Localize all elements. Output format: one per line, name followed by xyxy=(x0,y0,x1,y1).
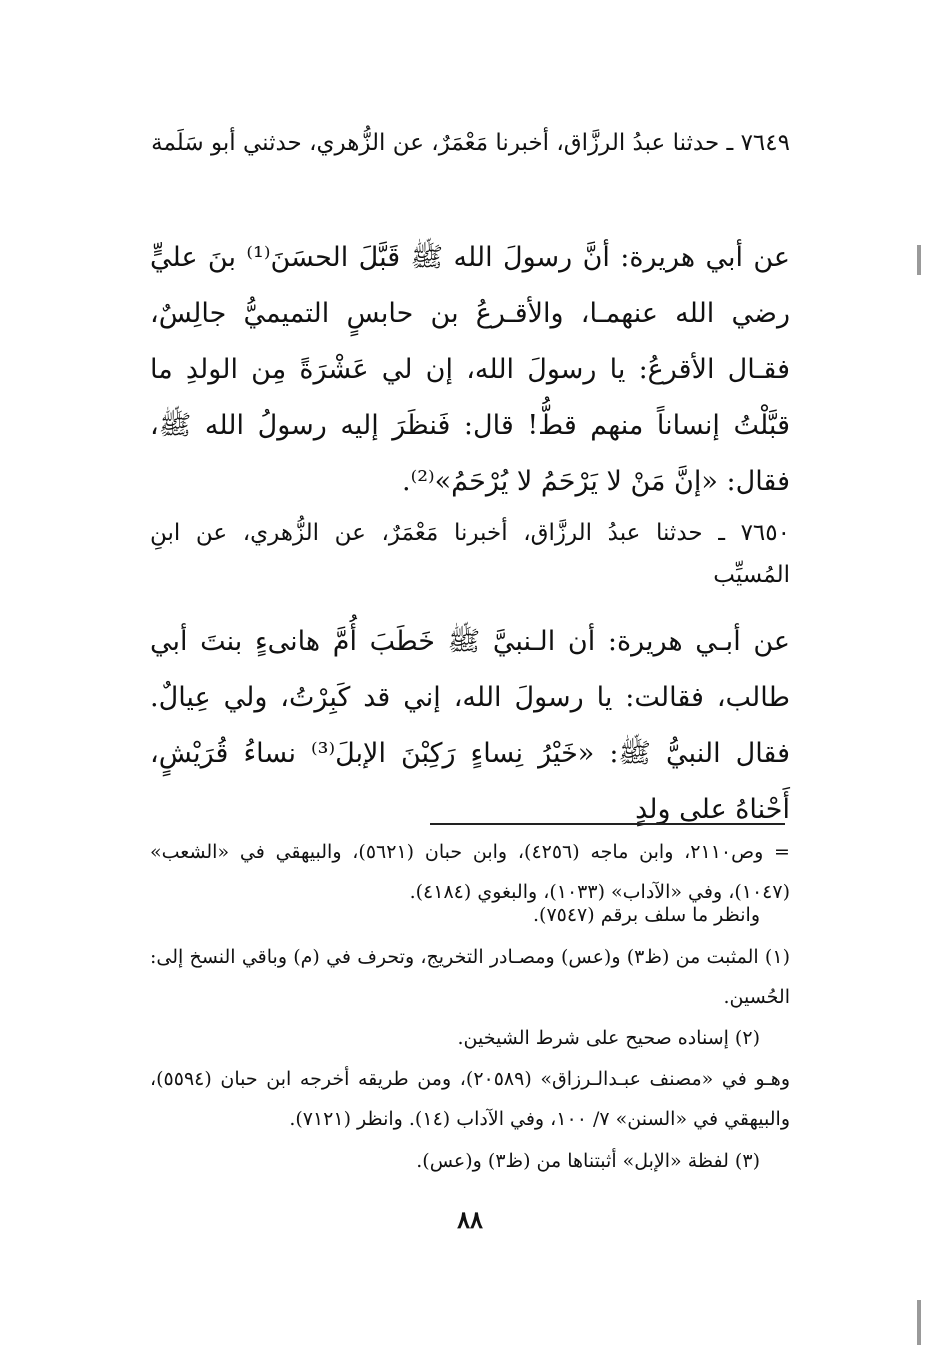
footnote-2: (٢) إسناده صحيح على شرط الشيخين. xyxy=(457,1027,760,1049)
hadith-7649-matn: عن أبي هريرة: أنَّ رسولَ الله ﷺ قَبَّلَ الحسَنَ⁽¹⁾ بنَ عليٍّ رضي الله عنهمـا، والأقـرعُ بن حابسٍ التميميُّ جالِسٌ، فقـال الأقرعُ: يا رسولَ الله، إن لي عَشْرَةً مِن الولدِ ما قبَّلْتُ إنساناً منهم قطُّ! قال: فَنظَرَ إليه رسولُ الله ﷺ، فقال: «إنَّ مَنْ لا يَرْحَمُ لا يُرْحَمُ»⁽²⁾. xyxy=(150,242,790,497)
scan-margin-mark xyxy=(917,1300,921,1345)
hadith-7650-matn: عن أبـي هريرة: أن الـنبيَّ ﷺ خَطَبَ أُمَّ هانىءٍ بنتَ أبي طالب، فقالت: يا رسولَ الله، إني قد كَبِرْتُ، ولي عِيالٌ. فقال النبيُّ ﷺ: «خَيْرُ نِساءٍ رَكِبْنَ الإبلَ⁽³⁾ نساءُ قُرَيْشٍ، أَحْناهُ على ولدٍ xyxy=(150,626,790,825)
footnote-separator xyxy=(430,823,785,825)
scan-margin-mark xyxy=(917,245,921,275)
footnote-3: (٣) لفظة «الإبل» أثبتناها من (ظ٣) و(عس). xyxy=(416,1150,760,1172)
footnote-continuation: = وص٢١١٠، وابن ماجه (٤٢٥٦)، وابن حبان (٥٦٢١)، والبيهقي في «الشعب» (١٠٤٧)، وفي «الآداب» (١٠٣٣)، والبغوي (٤١٨٤). xyxy=(150,841,790,903)
hadith-7649-isnad: ٧٦٤٩ ـ حدثنا عبدُ الرزَّاق، أخبرنا مَعْمَرٌ، عن الزُّهري، حدثني أبو سَلَمة xyxy=(151,130,790,156)
page-number: ٨٨ xyxy=(457,1205,483,1234)
footnote-1: (١) المثبت من (ظ٣) و(عس) ومصـادر التخريج، وتحرف في (م) وباقي النسخ إلى: الحُسين. xyxy=(150,946,790,1008)
footnote-see-also: وانظر ما سلف برقم (٧٥٤٧). xyxy=(532,904,760,926)
hadith-7650-isnad: ٧٦٥٠ ـ حدثنا عبدُ الرزَّاق، أخبرنا مَعْمَرٌ، عن الزُّهري، عن ابنِ المُسيِّب xyxy=(150,520,790,588)
footnote-2-sources: وهـو في «مصنف عبـدالـرزاق» (٢٠٥٨٩)، ومن طريقه أخرجه ابن حبان (٥٥٩٤)، والبيهقي في «السنن» ٧/ ١٠٠، وفي الآداب (١٤). وانظر (٧١٢١). xyxy=(150,1068,790,1130)
